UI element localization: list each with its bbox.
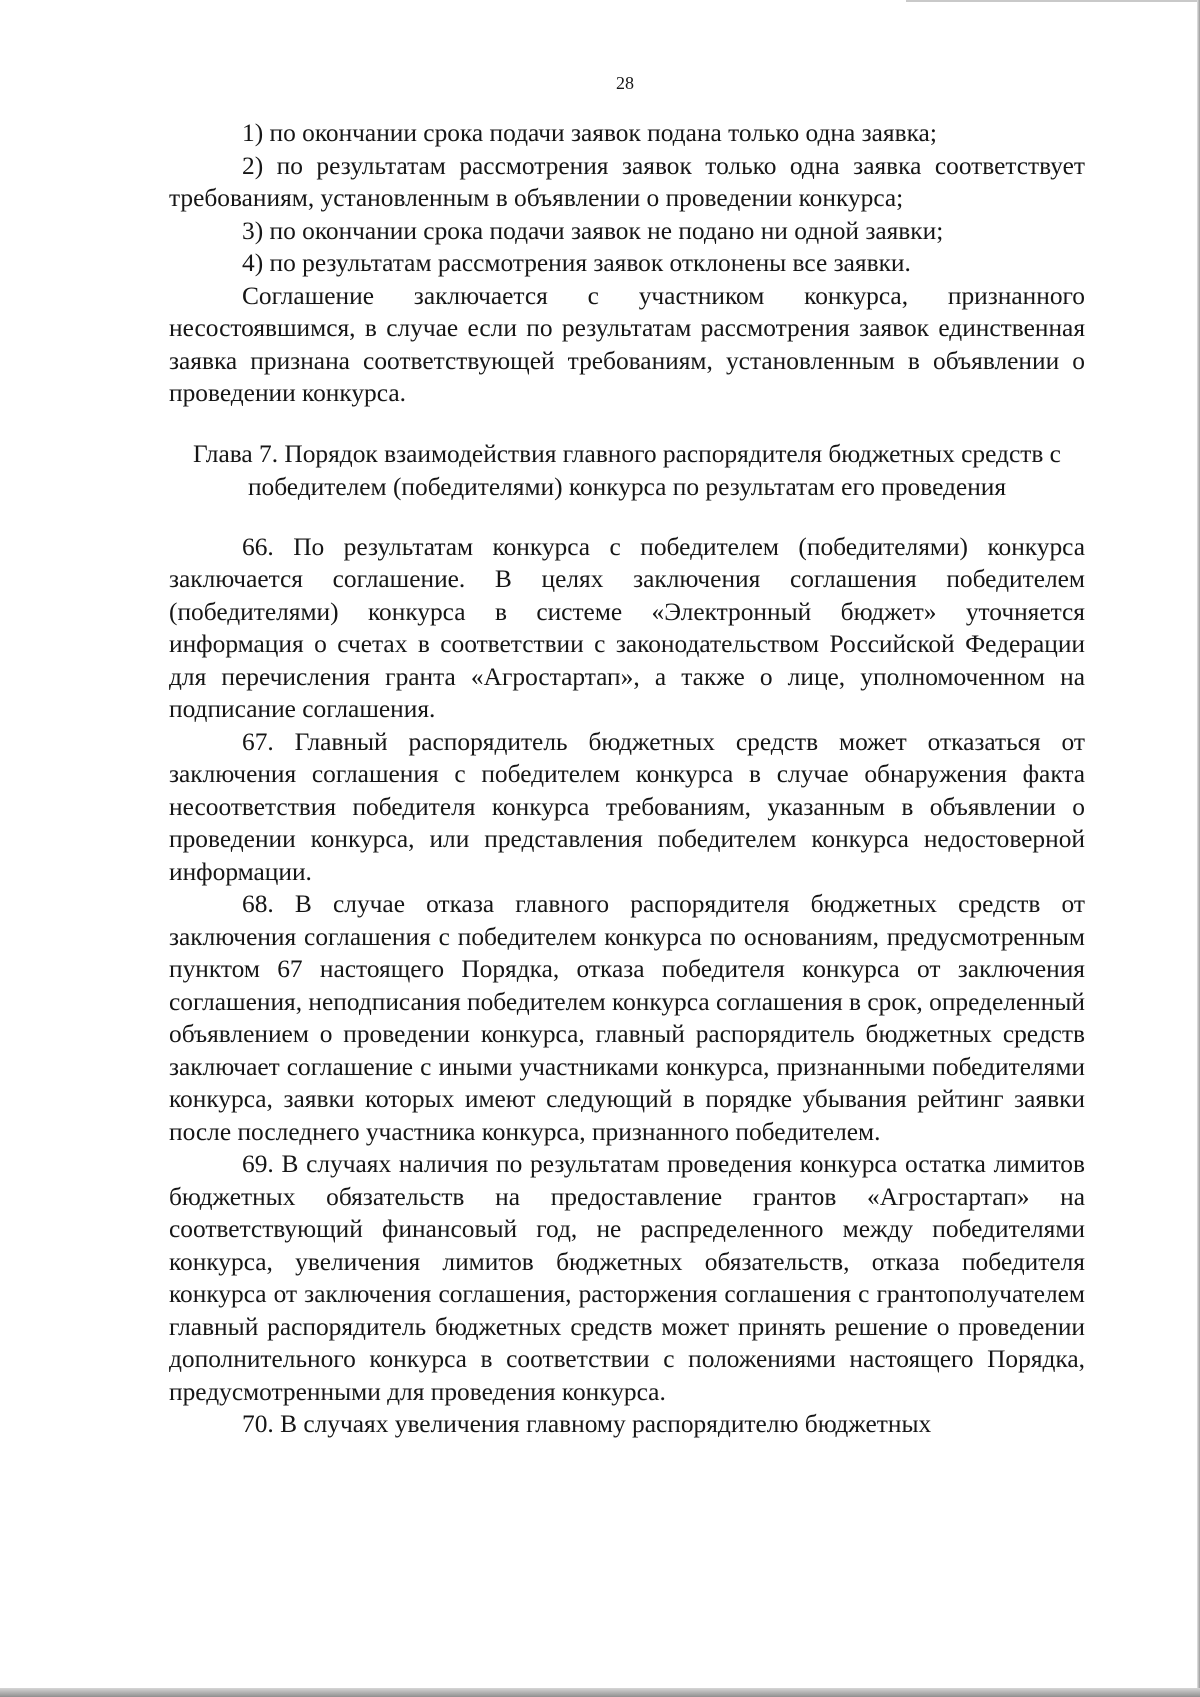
scan-bottom-edge <box>0 1688 1200 1697</box>
clause-66: 66. По результатам конкурса с победителем (победителями) конкурса заключается соглашение. В целях заключения соглашения победителем (победителями) конкурса в системе «Электронный бюджет» уточняется информация о счетах в соответствии с законодательством Российской Федерации для перечисления гранта «Агростартап», а также о лице, уполномоченном на подписание соглашения. <box>169 532 1085 723</box>
list-item-4: 4) по результатам рассмотрения заявок отклонены все заявки. <box>242 249 911 277</box>
clause-68: 68. В случае отказа главного распорядителя бюджетных средств от заключения соглашения с победителем конкурса по основаниям, предусмотренным пунктом 67 настоящего Порядка, отказа победителя конкурса от заключения соглашения, неподписания победителем конкурса соглашения в срок, определенный объявлением о проведении конкурса, главный распорядитель бюджетных средств заключает соглашение с иными участниками конкурса, признанными победителями конкурса, заявки которых имеют следующий в порядке убывания рейтинг заявки после последнего участника конкурса, признанного победителем. <box>169 890 1085 1146</box>
clause-69: 69. В случаях наличия по результатам проведения конкурса остатка лимитов бюджетных обязательств на предоставление грантов «Агростартап» на соответствующий финансовый год, не распределенного между победителями конкурса, увеличения лимитов бюджетных обязательств, отказа победителя конкурса от заключения соглашения, расторжения соглашения с грантополучателем главный распорядитель бюджетных средств может принять решение о проведении дополнительного конкурса в соответствии с положениями настоящего Порядка, предусмотренными для проведения конкурса. <box>169 1150 1085 1406</box>
page-number: 28 <box>616 73 634 93</box>
clause-70: 70. В случаях увеличения главному распорядителю бюджетных <box>242 1410 932 1438</box>
clause-67: 67. Главный распорядитель бюджетных средств может отказаться от заключения соглашения с победителем конкурса в случае обнаружения факта несоответствия победителя конкурса требованиям, указанным в объявлении о проведении конкурса, или представления победителем конкурса недостоверной информации. <box>169 727 1085 886</box>
agreement-paragraph: Соглашение заключается с участником конкурса, признанного несостоявшимся, в случае если по результатам рассмотрения заявок единственная заявка признана соответствующей требованиям, установленным в объявлении о проведении конкурса. <box>169 281 1085 407</box>
chapter-heading: Глава 7. Порядок взаимодействия главного распорядителя бюджетных средств с победителем (победителями) конкурса по результатам его проведения <box>193 439 1061 501</box>
list-item-3: 3) по окончании срока подачи заявок не подано ни одной заявки; <box>242 216 944 245</box>
list-item-2: 2) по результатам рассмотрения заявок только одна заявка соответствует требованиям, установленным в объявлении о проведении конкурса; <box>169 151 1085 212</box>
scan-top-edge <box>906 0 1200 2</box>
document-body <box>169 117 1085 1441</box>
list-item-1: 1) по окончании срока подачи заявок подана только одна заявка; <box>242 119 937 147</box>
